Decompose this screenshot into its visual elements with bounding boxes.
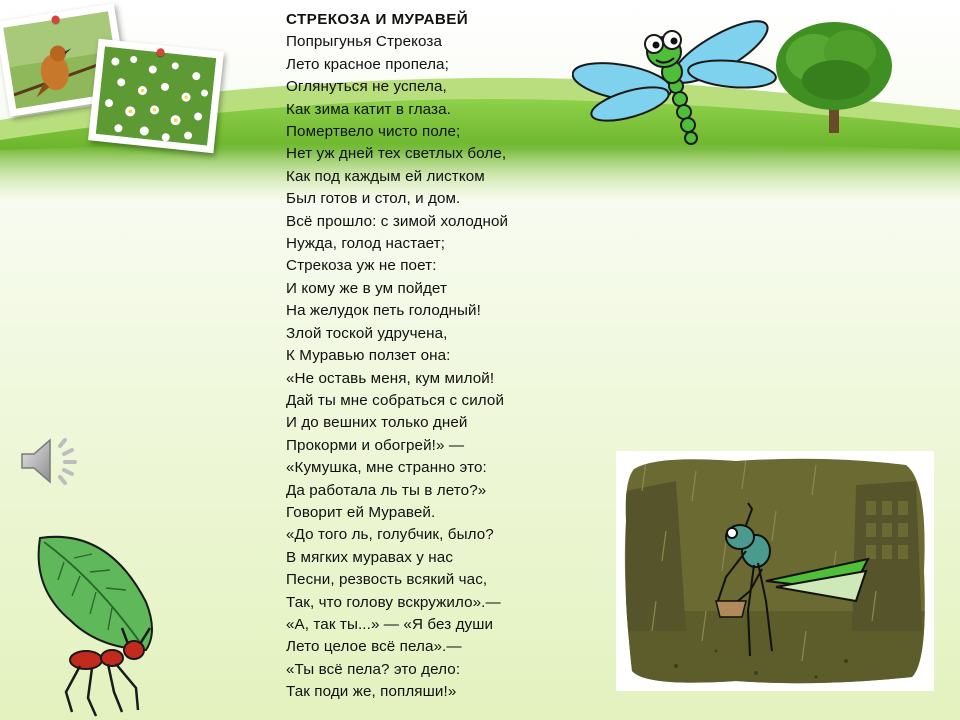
poem-line: Всё прошло: с зимой холодной bbox=[286, 212, 509, 230]
tree-illustration bbox=[770, 18, 900, 138]
poem-line: Говорит ей Муравей. bbox=[286, 503, 436, 521]
poem-line: И кому же в ум пойдет bbox=[286, 279, 448, 297]
poem-line: Нужда, голод настает; bbox=[286, 235, 446, 253]
ant-icon bbox=[18, 532, 178, 718]
poem-line: Как зима катит в глаза. bbox=[286, 100, 451, 118]
poem-title: СТРЕКОЗА И МУРАВЕЙ bbox=[286, 11, 469, 28]
poem-line: К Муравью ползет она: bbox=[286, 347, 451, 365]
poem-line: «До того ль, голубчик, было? bbox=[286, 526, 494, 544]
poem-line: Так поди же, попляши!» bbox=[286, 683, 457, 701]
poem-line: Лето целое всё пела».— bbox=[286, 638, 462, 656]
poem-line: Оглянуться не успела, bbox=[286, 78, 447, 96]
poem-line: Злой тоской удручена, bbox=[286, 324, 448, 342]
speaker-icon[interactable] bbox=[18, 432, 84, 490]
poem-line: Как под каждым ей листком bbox=[286, 167, 485, 185]
poem-line: «Кумушка, мне странно это: bbox=[286, 459, 487, 477]
poem-line: В мягких муравах у нас bbox=[286, 548, 454, 566]
poem-line: Лето красное пропела; bbox=[286, 55, 449, 73]
cartoon-dragonfly-rain bbox=[616, 451, 934, 691]
poem-line: Да работала ль ты в лето?» bbox=[286, 481, 487, 499]
poem-line: «Ты всё пела? это дело: bbox=[286, 660, 461, 678]
photo-daisies bbox=[88, 39, 224, 154]
poem-text bbox=[286, 9, 586, 704]
poem-line: Дай ты мне собраться с силой bbox=[286, 391, 505, 409]
dragonfly-icon bbox=[572, 2, 777, 148]
poem-line: Помертвело чисто поле; bbox=[286, 123, 461, 141]
poem-line: Попрыгунья Стрекоза bbox=[286, 33, 443, 51]
poem-line: «А, так ты...» — «Я без души bbox=[286, 615, 494, 633]
poem-line: На желудок петь голодный! bbox=[286, 302, 481, 320]
poem-line: Прокорми и обогрей!» — bbox=[286, 436, 465, 454]
rain-scene-image bbox=[616, 451, 934, 691]
poem-line: Стрекоза уж не поет: bbox=[286, 257, 437, 275]
poem-line: Был готов и стол, и дом. bbox=[286, 190, 461, 208]
poem-line: «Не оставь меня, кум милой! bbox=[286, 369, 495, 387]
poem-line: И до вешних только дней bbox=[286, 414, 468, 432]
daisies-image bbox=[96, 46, 217, 145]
poem-line: Песни, резвость всякий час, bbox=[286, 571, 488, 589]
poem-line: Нет уж дней тех светлых боле, bbox=[286, 145, 507, 163]
poem-line: Так, что голову вскружило».— bbox=[286, 593, 501, 611]
